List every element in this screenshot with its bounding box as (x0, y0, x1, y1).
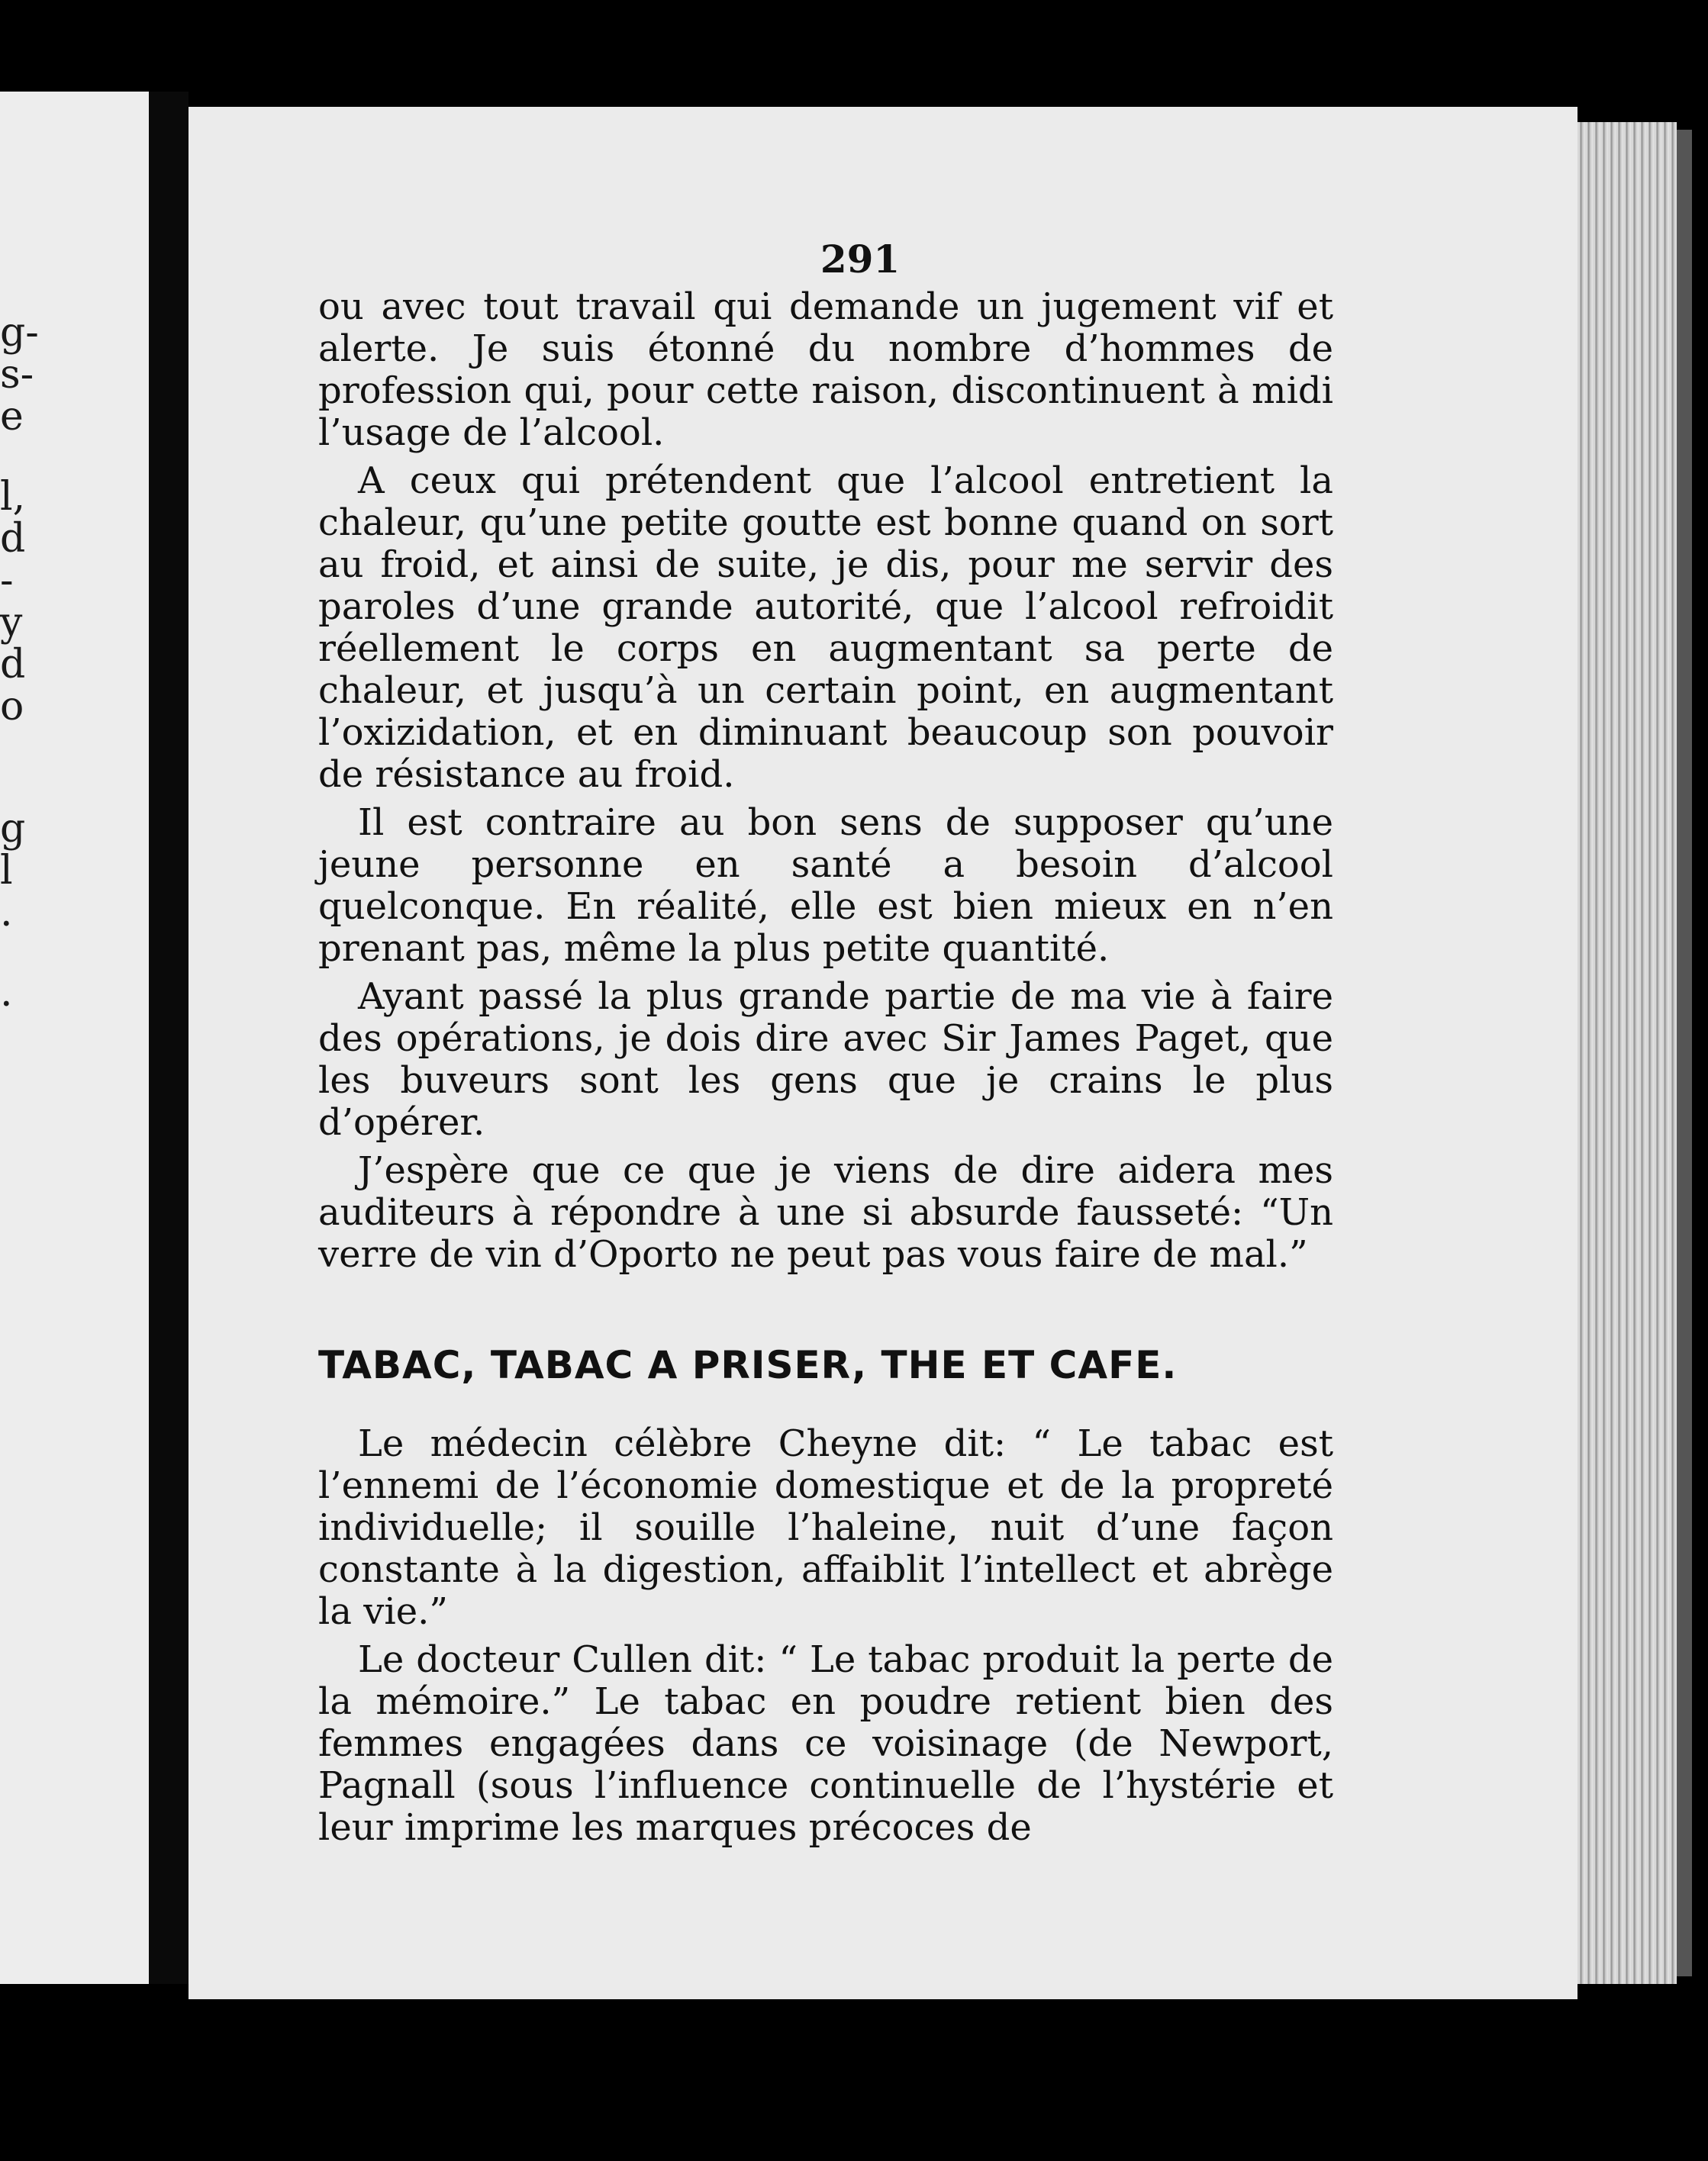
previous-page-fragment (0, 92, 149, 1984)
margin-text: l, (0, 474, 26, 520)
section-heading: TABAC, TABAC A PRISER, THE ET CAFE. (318, 1343, 1178, 1387)
margin-text: e (0, 394, 24, 440)
paragraph: Le docteur Cullen dit: “ Le tabac produit la perte de la mémoire.” Le tabac en poudre retient bien des femmes engagées dans ce voisinage (de Newport, Pagnall (sous l’influence continuelle de l’hystérie et leur imprime les marques précoces de (318, 1638, 1333, 1849)
margin-text: d (0, 642, 26, 688)
paragraph: A ceux qui prétendent que l’alcool entretient la chaleur, qu’une petite goutte est bonne quand on sort au froid, et ainsi de suite, je dis, pour me servir des paroles d’une grande autorité, que l’alcool refroidit réellement le corps en augmentant sa perte de chaleur, et jusqu’à un certain point, en augmentant l’oxizidation, et en diminuant beaucoup son pouvoir de résistance au froid. (318, 459, 1333, 796)
margin-text: . (0, 970, 13, 1016)
page-edges (1577, 122, 1677, 1984)
margin-text: g (0, 806, 26, 852)
book-gutter (149, 92, 189, 1984)
paragraph: Le médecin célèbre Cheyne dit: “ Le tabac est l’ennemi de l’économie domestique et de la propreté individuelle; il souille l’haleine, nuit d’une façon constante à la digestion, affaiblit l’intellect et abrège la vie.” (318, 1422, 1333, 1633)
margin-text: o (0, 684, 24, 729)
margin-text: y (0, 600, 23, 646)
paragraph: ou avec tout travail qui demande un jugement vif et alerte. Je suis étonné du nombre d’hommes de profession qui, pour cette raison, discontinuent à midi l’usage de l’alcool. (318, 285, 1333, 454)
paragraph: Ayant passé la plus grande partie de ma vie à faire des opérations, je dois dire avec Sir James Paget, que les buveurs sont les gens que je crains le plus d’opérer. (318, 975, 1333, 1144)
margin-text: d (0, 516, 26, 562)
page-body (318, 286, 1333, 1855)
paragraph: J’espère que ce que je viens de dire aidera mes auditeurs à répondre à une si absurde fausseté: “Un verre de vin d’Oporto ne peut pas vous faire de mal.” (318, 1149, 1333, 1276)
margin-text: l (0, 848, 13, 894)
margin-text: . (0, 890, 13, 936)
margin-text: - (0, 558, 14, 604)
paragraph: Il est contraire au bon sens de supposer qu’une jeune personne en santé a besoin d’alcool quelconque. En réalité, elle est bien mieux en n’en prenant pas, même la plus petite quantité. (318, 801, 1333, 970)
page-edge-shadow (1677, 130, 1692, 1976)
book-page (189, 107, 1577, 1999)
page-number: 291 (820, 237, 901, 282)
margin-text: s- (0, 352, 34, 398)
margin-text: g- (0, 310, 39, 356)
